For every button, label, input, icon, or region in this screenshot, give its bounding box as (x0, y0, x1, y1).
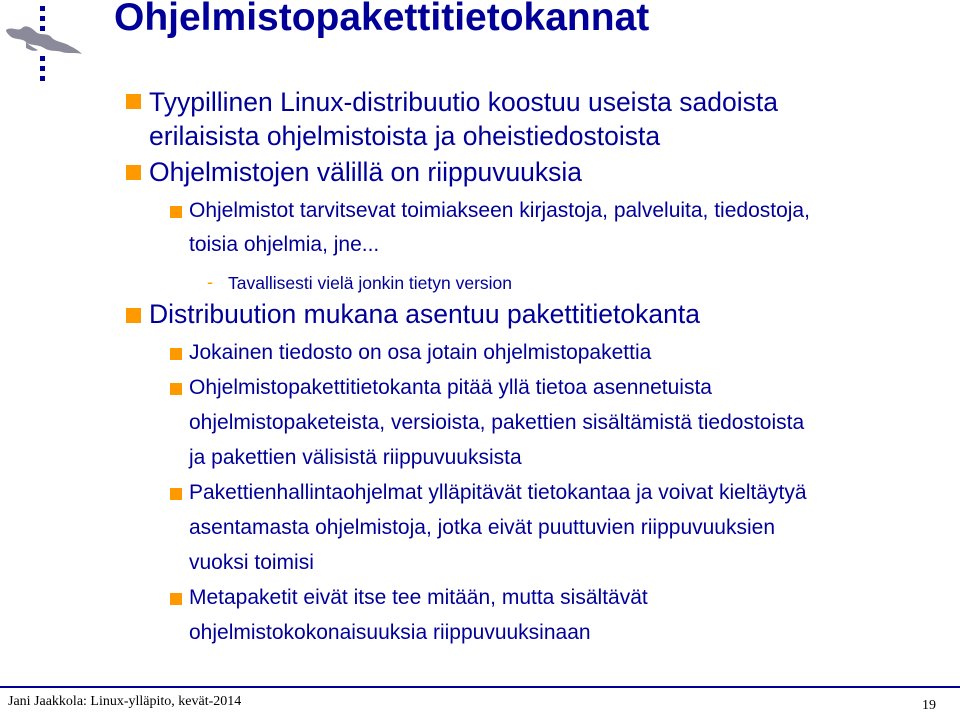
bullet-text: Tyypillinen Linux-distribuutio koostuu useista sadoista (149, 87, 778, 117)
bullet-text: erilaisista ohjelmistoista ja oheistiedostoista (149, 121, 661, 151)
dash-marker: - (207, 272, 213, 292)
sub-bullet-text: Jokainen tiedosto on osa jotain ohjelmistopakettia (189, 341, 652, 364)
bullet-marker (126, 94, 141, 109)
footer-divider (0, 686, 960, 688)
university-logo (4, 2, 84, 84)
bullet-text: Ohjelmistojen välillä on riippuvuuksia (149, 157, 583, 187)
sub-bullet-text: Ohjelmistot tarvitsevat toimiakseen kirjastoja, palveluita, tiedostoja, (189, 199, 810, 222)
sub-bullet-text: Ohjelmistopakettitietokanta pitää yllä tietoa asennetuista (189, 376, 712, 399)
slide-title: Ohjelmistopakettitietokannat (114, 0, 650, 39)
sub-sub-bullet-text: Tavallisesti vielä jonkin tietyn version (228, 273, 513, 293)
sub-bullet-text: toisia ohjelmia, jne... (189, 233, 380, 256)
sub-bullet-marker (170, 593, 182, 605)
page-number: 19 (922, 698, 936, 713)
sub-bullet-text: Metapaketit eivät itse tee mitään, mutta sisältävät (189, 586, 648, 609)
sub-bullet-text: Pakettienhallintaohjelmat ylläpitävät tietokantaa ja voivat kieltäytyä (189, 481, 807, 504)
bullet-marker (126, 165, 141, 180)
bullet-text: Distribuution mukana asentuu pakettitietokanta (149, 299, 700, 329)
bullet-marker (126, 308, 141, 323)
sub-bullet-marker (170, 348, 182, 360)
sub-bullet-text: ohjelmistokokonaisuuksia riippuvuuksinaan (189, 621, 591, 644)
sub-bullet-text: vuoksi toimisi (189, 551, 314, 574)
sub-bullet-marker (170, 383, 182, 395)
sub-bullet-marker (170, 206, 182, 218)
sub-bullet-text: ja pakettien välisistä riippuvuuksista (189, 446, 522, 469)
sub-bullet-text: asentamasta ohjelmistoja, jotka eivät puuttuvien riippuvuuksien (189, 516, 776, 539)
footer-text: Jani Jaakkola: Linux-ylläpito, kevät-2014 (8, 694, 242, 709)
sub-bullet-marker (170, 488, 182, 500)
sub-bullet-text: ohjelmistopaketeista, versioista, pakettien sisältämistä tiedostoista (189, 411, 805, 434)
